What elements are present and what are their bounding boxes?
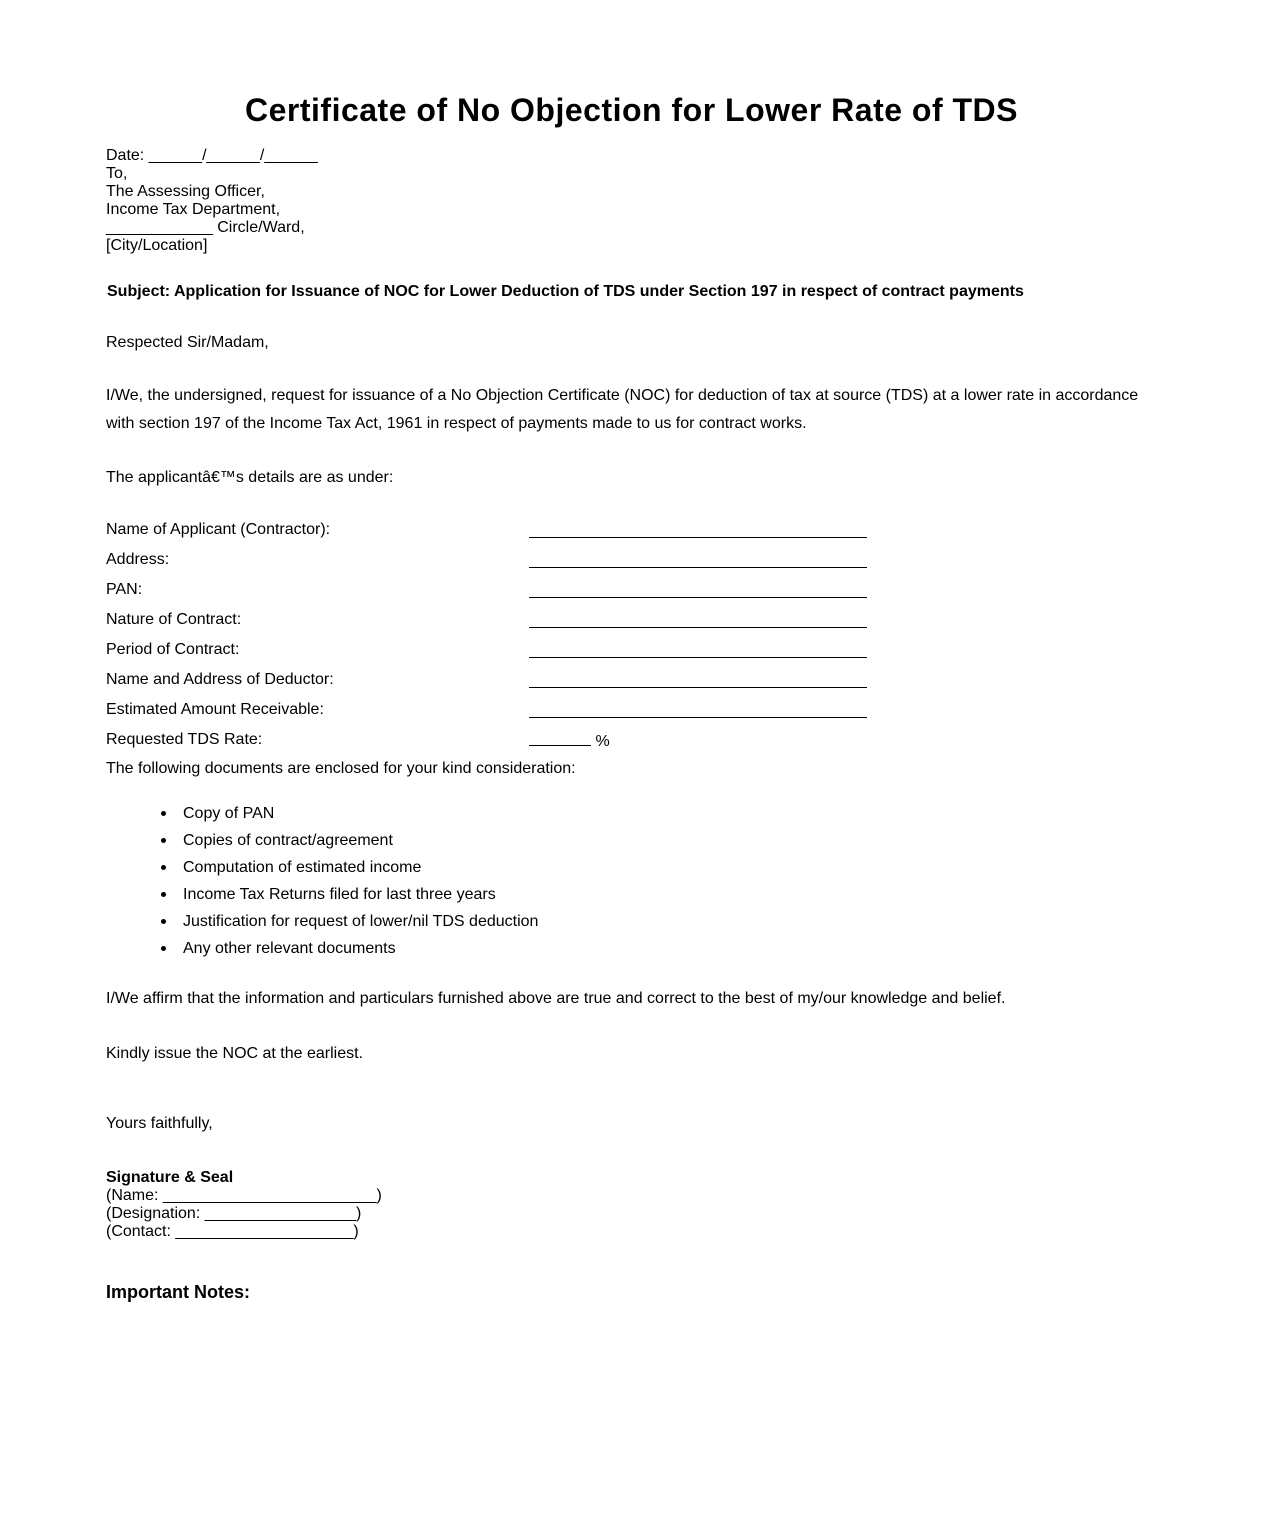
- date-line: Date: ______/______/______: [106, 147, 318, 164]
- documents-intro: The following documents are enclosed for your kind consideration:: [106, 760, 576, 777]
- bullet-icon: [161, 811, 166, 816]
- list-item: [183, 935, 538, 962]
- detail-label: Estimated Amount Receivable:: [106, 701, 324, 718]
- fill-in-line: [529, 626, 867, 628]
- fill-in-line: [529, 596, 867, 598]
- enclosed-documents-list: [106, 800, 538, 962]
- document-item-label: Copy of PAN: [183, 805, 275, 822]
- request-paragraph: I/We, the undersigned, request for issuance of a No Objection Certificate (NOC) for deduction of tax at source (TDS) at a lower rate in accordance with section 197 of the Income Tax Act, 1961 in respect of payments made to us for contract works.: [106, 387, 1139, 432]
- document-item-label: Justification for request of lower/nil TDS deduction: [183, 913, 539, 930]
- signature-block: [106, 1169, 382, 1241]
- recipient-officer: The Assessing Officer,: [106, 183, 265, 200]
- affirmation-statement: I/We affirm that the information and particulars furnished above are true and correct to the best of my/our knowledge and belief.: [106, 990, 1006, 1007]
- fill-in-line: [529, 716, 867, 718]
- bullet-icon: [161, 919, 166, 924]
- detail-row: [106, 516, 886, 546]
- salutation: Respected Sir/Madam,: [106, 334, 269, 351]
- detail-label: Name of Applicant (Contractor):: [106, 521, 331, 538]
- document-title: Certificate of No Objection for Lower Rate of TDS: [245, 92, 1018, 128]
- recipient-address-block: [106, 147, 318, 255]
- list-item: [183, 827, 538, 854]
- percent-sign: %: [595, 733, 610, 750]
- detail-label: Period of Contract:: [106, 641, 240, 658]
- request-line: Kindly issue the NOC at the earliest.: [106, 1045, 364, 1062]
- applicant-details: [106, 516, 886, 756]
- important-notes-heading: Important Notes:: [106, 1282, 250, 1302]
- detail-row: [106, 546, 886, 576]
- fill-in-line: [529, 656, 867, 658]
- signature-name-line: (Name: ________________________): [106, 1187, 382, 1204]
- detail-row: [106, 606, 886, 636]
- details-intro: The applicantâ€™s details are as under:: [106, 469, 394, 486]
- detail-label: PAN:: [106, 581, 143, 598]
- to-line: To,: [106, 165, 128, 182]
- signature-designation-line: (Designation: _________________): [106, 1205, 362, 1222]
- detail-row: [106, 576, 886, 606]
- signature-title: Signature & Seal: [106, 1169, 234, 1186]
- recipient-circle: ____________ Circle/Ward,: [106, 219, 305, 236]
- detail-label: Address:: [106, 551, 170, 568]
- detail-row: [106, 696, 886, 726]
- fill-in-line: [529, 536, 867, 538]
- document-item-label: Any other relevant documents: [183, 940, 396, 957]
- detail-row-tds-rate: [106, 726, 886, 756]
- document-item-label: Copies of contract/agreement: [183, 832, 393, 849]
- fill-in-line: [529, 686, 867, 688]
- tds-rate-blank: [529, 730, 591, 746]
- list-item: [183, 908, 538, 935]
- detail-row: [106, 636, 886, 666]
- bullet-icon: [161, 892, 166, 897]
- subject-line: Subject: Application for Issuance of NOC for Lower Deduction of TDS under Section 197 in respect of contract payments: [107, 283, 1024, 300]
- bullet-icon: [161, 865, 166, 870]
- detail-label: Nature of Contract:: [106, 611, 242, 628]
- detail-row: [106, 666, 886, 696]
- tds-rate-label: Requested TDS Rate:: [106, 731, 263, 748]
- document-item-label: Income Tax Returns filed for last three years: [183, 886, 496, 903]
- recipient-department: Income Tax Department,: [106, 201, 281, 218]
- list-item: [183, 881, 538, 908]
- detail-label: Name and Address of Deductor:: [106, 671, 334, 688]
- closing-line: Yours faithfully,: [106, 1115, 213, 1132]
- bullet-icon: [161, 838, 166, 843]
- list-item: [183, 800, 538, 827]
- signature-contact-line: (Contact: ____________________): [106, 1223, 359, 1240]
- bullet-icon: [161, 946, 166, 951]
- list-item: [183, 854, 538, 881]
- tds-rate-field: [529, 730, 610, 752]
- recipient-city: [City/Location]: [106, 237, 208, 254]
- document-item-label: Computation of estimated income: [183, 859, 422, 876]
- fill-in-line: [529, 566, 867, 568]
